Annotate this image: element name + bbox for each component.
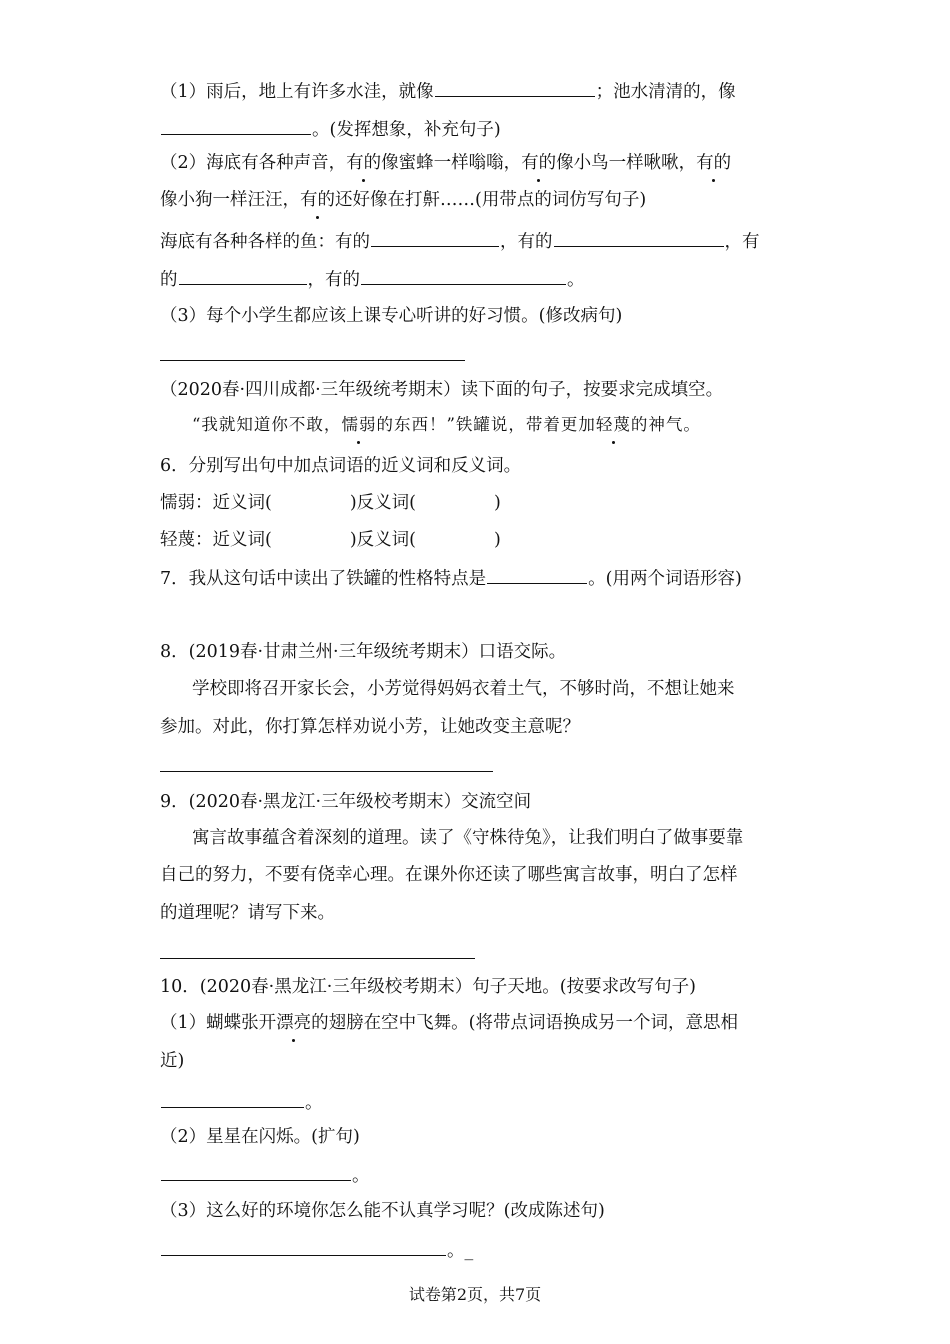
- q9-line1: 寓言故事蕴含着深刻的道理。读了《守株待兔》，让我们明白了做事要靠: [192, 828, 744, 848]
- dotted-word: 有的: [696, 153, 732, 173]
- q10-text: （1）蝴蝶张开: [160, 1013, 277, 1033]
- q1-blank-1[interactable]: [435, 78, 595, 97]
- q6-label: ): [493, 530, 501, 550]
- q1-text-2: ；池水清清的，像: [595, 82, 736, 102]
- q2-blank-2[interactable]: [554, 228, 724, 247]
- q6-label: )反义词(: [349, 493, 416, 513]
- q2-text-3: 像小鸟一样啾啾，: [556, 153, 697, 173]
- q10-blank-1[interactable]: [161, 1089, 304, 1108]
- q9-header: 9．(2020春·黑龙江·三年级校考期末）交流空间: [160, 792, 532, 812]
- q10-blank-3[interactable]: [161, 1237, 446, 1256]
- q3-text: （3）每个小学生都应该上课专心听讲的好习惯。(修改病句): [160, 306, 623, 326]
- q10-text: 的翅膀在空中飞舞。(将带点词语换成另一个词，意思相: [311, 1013, 738, 1033]
- dotted-word: 有的: [346, 153, 382, 173]
- q7-blank[interactable]: [487, 565, 587, 584]
- q9-line2: 自己的努力，不要有侥幸心理。在课外你还读了哪些寓言故事，明白了怎样: [160, 865, 738, 885]
- q2-blank-1[interactable]: [371, 228, 499, 247]
- q1-blank-2[interactable]: [161, 116, 311, 135]
- q7-text: 7．我从这句话中读出了铁罐的性格特点是: [160, 569, 487, 589]
- q10-header: 10．(2020春·黑龙江·三年级校考期末）句子天地。(按要求改写句子): [160, 977, 696, 997]
- q8-header: 8．(2019春·甘肃兰州·三年级统考期末）口语交际。: [160, 642, 567, 662]
- end-mark: 。: [352, 1166, 370, 1186]
- dotted-word: 有的: [300, 190, 335, 210]
- q2-answer-text: 海底有各种各样的鱼：有的: [160, 232, 370, 252]
- group-header: （2020春·四川成都·三年级统考期末）读下面的句子，按要求完成填空。: [160, 380, 724, 400]
- q1-text: （1）雨后，地上有许多水洼，就像: [160, 82, 434, 102]
- q7-line: [160, 565, 742, 591]
- q2-text-1: （2）海底有各种声音，: [160, 153, 347, 173]
- q10-s1-answer: [160, 1089, 323, 1115]
- q3-answer-line[interactable]: [160, 360, 465, 361]
- q6-label: )反义词(: [349, 530, 416, 550]
- q9-line3: 的道理呢？请写下来。: [160, 903, 335, 923]
- q2-blank-3[interactable]: [179, 266, 307, 285]
- q8-line2: 参加。对此，你打算怎样劝说小芳，让她改变主意呢？: [160, 717, 580, 737]
- q10-s1-line1: [160, 1011, 738, 1035]
- q1-instruction: 。(发挥想象，补充句子): [312, 120, 501, 140]
- quote-text: “我就知道你不敢，: [192, 415, 342, 434]
- q2-answer-text: ，有的: [307, 270, 360, 290]
- q2-answer-line2: [160, 266, 585, 292]
- end-mark: 。_: [447, 1241, 474, 1261]
- q6-label: ): [493, 493, 501, 513]
- q8-line1: 学校即将召开家长会，小芳觉得妈妈衣着土气，不够时尚，不想让她来: [192, 679, 735, 699]
- q2-answer-text: ，有的: [500, 232, 553, 252]
- q6-label: 轻蔑：近义词(: [160, 530, 272, 550]
- q10-s2-answer: [160, 1162, 370, 1188]
- q10-s2: （2）星星在闪烁。(扩句): [160, 1127, 360, 1147]
- quote-sentence: [192, 413, 701, 437]
- q1-line2: [160, 116, 501, 142]
- q10-blank-2[interactable]: [161, 1162, 351, 1181]
- dotted-word: 漂亮: [276, 1013, 312, 1033]
- q8-answer-line[interactable]: [160, 771, 493, 772]
- dotted-word: 懦弱: [341, 413, 376, 437]
- q6-row-2: [160, 528, 501, 552]
- quote-text: 的神气。: [630, 415, 701, 434]
- q10-s3: （3）这么好的环境你怎么能不认真学习呢？(改成陈述句): [160, 1201, 605, 1221]
- quote-text: 的东西！”铁罐说，带着更加: [376, 415, 596, 434]
- q2-text-2: 像蜜蜂一样嗡嗡，: [381, 153, 522, 173]
- q2-answer-text: ，有: [724, 232, 760, 252]
- q2-text-4: 像小狗一样汪汪，: [160, 190, 300, 210]
- q1-line1: [160, 78, 736, 104]
- q2-answer-text: 的: [160, 270, 178, 290]
- q2-line1: [160, 151, 731, 175]
- dotted-word: 轻蔑: [596, 413, 631, 437]
- dotted-word: 有的: [521, 153, 557, 173]
- page-footer: 试卷第2页，共7页: [408, 1285, 542, 1304]
- q10-s3-answer: [160, 1237, 473, 1263]
- q2-answer-line1: [160, 228, 760, 254]
- q6-label: 懦弱：近义词(: [160, 493, 272, 513]
- q2-blank-4[interactable]: [361, 266, 566, 285]
- q2-answer-text: 。: [567, 270, 585, 290]
- q6-text: 6．分别写出句中加点词语的近义词和反义词。: [160, 456, 522, 476]
- end-mark: 。: [305, 1093, 323, 1113]
- q2-text-5: 还好像在打鼾……(用带点的词仿写句子): [335, 190, 647, 210]
- q6-row-1: [160, 491, 501, 515]
- q7-text-2: 。(用两个词语形容): [588, 569, 742, 589]
- q2-line2: [160, 188, 646, 212]
- q9-answer-line[interactable]: [160, 958, 475, 959]
- q10-s1-line2: 近): [160, 1051, 185, 1071]
